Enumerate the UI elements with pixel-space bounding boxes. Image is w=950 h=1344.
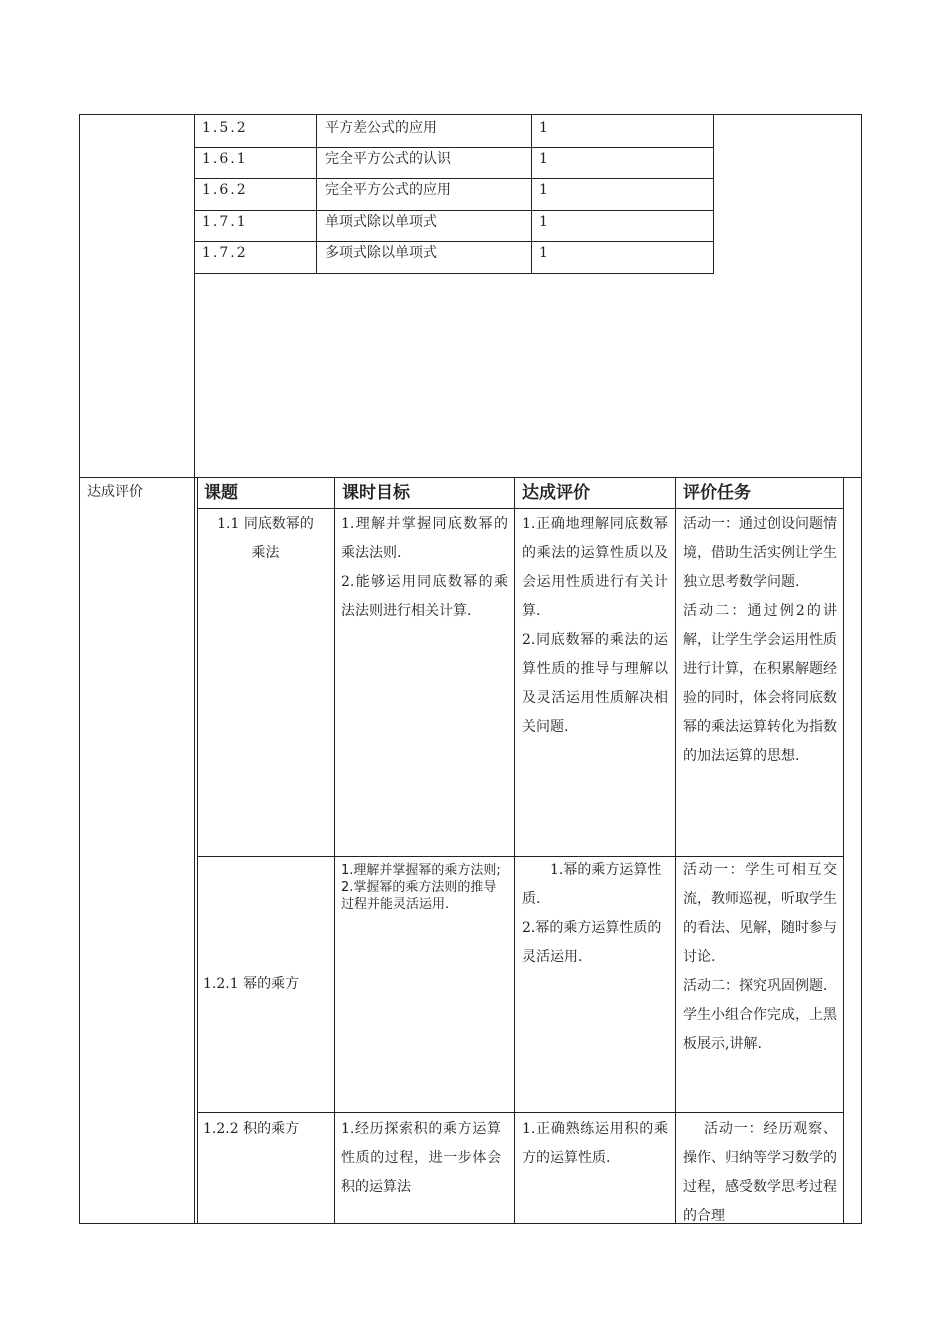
lesson-title: 完全平方公式的应用 <box>325 182 451 198</box>
lesson-hours: 1 <box>539 182 548 198</box>
eval-table-rule <box>197 1112 844 1113</box>
lesson-table-col-rule <box>316 114 317 273</box>
lesson-hours: 1 <box>539 120 548 136</box>
achievement-cell <box>522 1115 668 1173</box>
achievement-cell <box>522 856 668 972</box>
task-item: 活动一：通过创设问题情境，借助生活实例让学生独立思考数学问题. <box>683 516 837 590</box>
lesson-title: 多项式除以单项式 <box>325 245 437 261</box>
lesson-table-rule <box>194 273 714 274</box>
lesson-table-rule <box>194 210 714 211</box>
lesson-table-col-rule <box>531 114 532 273</box>
lesson-code: 1.6.2 <box>202 182 248 198</box>
lesson-code: 1.7.1 <box>202 214 248 230</box>
goal-item: 1.理解并掌握幂的乘方法则; <box>341 863 501 878</box>
outer-right-border <box>861 114 862 1224</box>
lesson-code: 1.7.2 <box>202 245 248 261</box>
outer-left-border <box>79 114 80 1224</box>
task-item: 活动一：经历观察、操作、归纳等学习数学的过程，感受数学思考过程的合理 <box>683 1121 837 1223</box>
goals-cell <box>341 862 509 913</box>
goal-item: 1.理解并掌握同底数幂的乘法法则. <box>341 516 508 561</box>
lesson-table-rule <box>194 178 714 179</box>
goals-cell <box>341 510 508 626</box>
outer-inner-divider <box>194 114 195 1224</box>
header-tasks: 评价任务 <box>683 483 751 503</box>
achievement-item: 2.幂的乘方运算性质的灵活运用. <box>522 920 662 965</box>
lesson-hours: 1 <box>539 151 548 167</box>
header-achievement: 达成评价 <box>522 483 590 503</box>
header-goals: 课时目标 <box>342 483 410 503</box>
lesson-code: 1.5.2 <box>202 120 248 136</box>
tasks-cell <box>683 510 837 771</box>
achievement-item: 1.正确地理解同底数幂的乘法的运算性质以及会运用性质进行有关计算. <box>522 516 668 619</box>
lesson-title: 平方差公式的应用 <box>325 120 437 136</box>
lesson-hours: 1 <box>539 245 548 261</box>
lesson-title: 完全平方公式的认识 <box>325 151 451 167</box>
task-item: 活动一：学生可相互交流，教师巡视，听取学生的看法、见解，随时参与讨论. <box>683 862 837 965</box>
lesson-table-col-rule <box>713 114 714 273</box>
lesson-code: 1.6.1 <box>202 151 248 167</box>
section-label: 达成评价 <box>87 484 143 500</box>
tasks-cell <box>683 1115 837 1223</box>
outer-top-border <box>79 114 862 115</box>
header-topic: 课题 <box>204 483 238 503</box>
achievement-cell <box>522 510 668 742</box>
goals-cell <box>341 1115 501 1202</box>
lesson-table-rule <box>194 241 714 242</box>
goal-item: 2.掌握幂的乘方法则的推导过程并能灵活运用. <box>341 880 497 912</box>
topic-line-2: 乘法 <box>251 545 280 561</box>
lesson-table-rule <box>194 147 714 148</box>
task-item: 活动二：探究巩固例题．学生小组合作完成，上黑板展示,讲解. <box>683 978 837 1052</box>
task-item: 活动二：通过例2的讲解，让学生学会运用性质进行计算，在积累解题经验的同时，体会将同底数幂的乘法运算转化为指数的加法运算的思想. <box>683 603 837 764</box>
achievement-item: 1.幂的乘方运算性质. <box>522 862 662 907</box>
eval-table-rule <box>197 508 844 509</box>
lesson-hours: 1 <box>539 214 548 230</box>
topic-cell: 1.2.2 积的乘方 <box>203 1121 300 1137</box>
tasks-cell <box>683 856 837 1059</box>
topic-cell <box>199 510 332 568</box>
topic-line-1: 1.1 同底数幂的 <box>217 516 314 532</box>
achievement-item: 1.正确熟练运用积的乘方的运算性质. <box>522 1121 668 1166</box>
topic-cell: 1.2.1 幂的乘方 <box>203 976 300 992</box>
achievement-item: 2.同底数幂的乘法的运算性质的推导与理解以及灵活运用性质解决相关问题. <box>522 632 668 735</box>
lesson-title: 单项式除以单项式 <box>325 214 437 230</box>
goal-item: 2.能够运用同底数幂的乘法法则进行相关计算. <box>341 574 508 619</box>
goal-item: 1.经历探索积的乘方运算性质的过程，进一步体会积的运算法 <box>341 1121 501 1195</box>
